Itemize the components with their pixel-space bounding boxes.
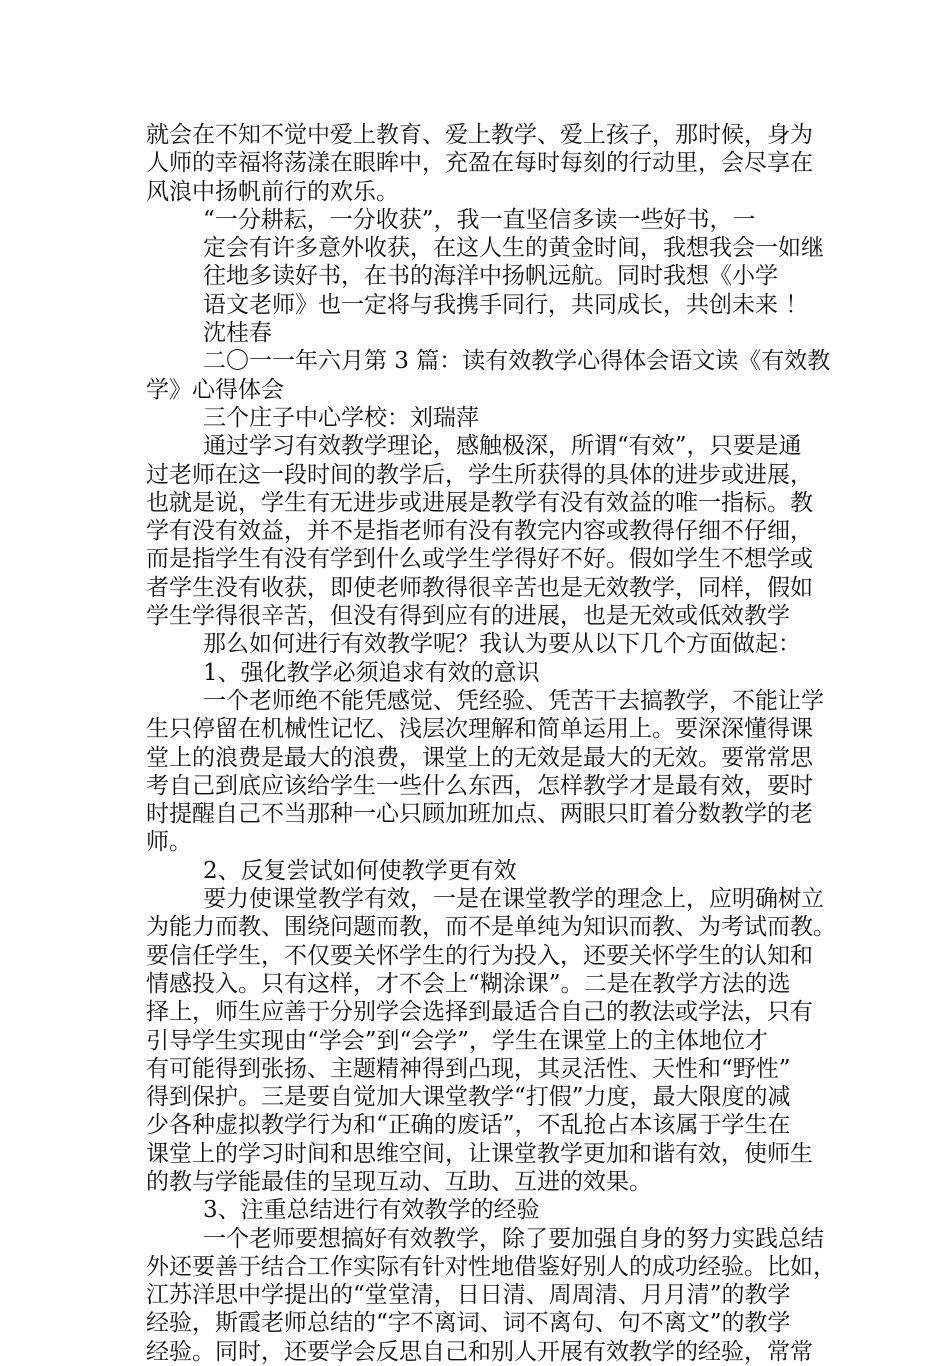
text-line: 人师的幸福将荡漾在眼眸中，充盈在每时每刻的行动里，会尽享在	[146, 150, 813, 177]
text-line: 择上，师生应善于分别学会选择到最适合自己的教法或学法，只有	[146, 999, 813, 1026]
text-line: 时提醒自己不当那种一心只顾加班加点、两眼只盯着分数教学的老	[146, 801, 813, 828]
text-line: 二〇一一年六月第 3 篇：读有效教学心得体会语文读《有效教	[203, 348, 831, 375]
text-line: 者学生没有收获，即使老师教得很辛苦也是无效教学，同样，假如	[146, 574, 813, 601]
text-line: 课堂上的学习时间和思维空间，让课堂教学更加和谐有效，使师生	[146, 1140, 813, 1167]
text-line: 1、强化教学必须追求有效的意识	[203, 659, 540, 686]
text-line: 一个老师绝不能凭感觉、凭经验、凭苦干去搞教学，不能让学	[203, 687, 824, 714]
text-line: 也就是说，学生有无进步或进展是教学有没有效益的唯一指标。教	[146, 489, 813, 516]
text-line: 少各种虚拟教学行为和“正确的废话”，不乱抢占本该属于学生在	[146, 1112, 791, 1139]
text-line: 过老师在这一段时间的教学后，学生所获得的具体的进步或进展，	[146, 461, 813, 488]
text-line: 情感投入。只有这样，才不会上“糊涂课”。二是在教学方法的选	[146, 970, 791, 997]
text-line: 的教与学能最佳的呈现互动、互助、互进的效果。	[146, 1168, 652, 1195]
text-line: 风浪中扬帆前行的欢乐。	[146, 178, 399, 205]
text-line: 得到保护。三是要自觉加大课堂教学“打假”力度，最大限度的减	[146, 1084, 791, 1111]
text-line: 江苏洋思中学提出的“堂堂清，日日清、周周清、月月清”的教学	[146, 1282, 791, 1309]
text-line: 考自己到底应该给学生一些什么东西，怎样教学才是最有效，要时	[146, 772, 813, 799]
text-line: 而是指学生有没有学到什么或学生学得好不好。假如学生不想学或	[146, 546, 813, 573]
text-line: 为能力而教、围绕问题而教，而不是单纯为知识而教、为考试而教。	[146, 914, 836, 941]
text-line: 师。	[146, 829, 192, 856]
text-line: 要力使课堂教学有效，一是在课堂教学的理念上，应明确树立	[203, 886, 824, 913]
text-line: 引导学生实现由“学会”到“会学”，学生在课堂上的主体地位才	[146, 1027, 769, 1054]
text-line: 定会有许多意外收获，在这人生的黄金时间，我想我会一如继	[203, 235, 824, 262]
text-line: 堂上的浪费是最大的浪费，课堂上的无效是最大的无效。要常常思	[146, 744, 813, 771]
text-line: 3、注重总结进行有效教学的经验	[203, 1197, 540, 1224]
text-line: 一个老师要想搞好有效教学，除了要加强自身的努力实践总结	[203, 1225, 824, 1252]
text-line: 2、反复尝试如何使教学更有效	[203, 857, 517, 884]
text-line: 就会在不知不觉中爱上教育、爱上教学、爱上孩子，那时候，身为	[146, 122, 813, 148]
text-line: “一分耕耘，一分收获”，我一直坚信多读一些好书，一	[203, 206, 756, 233]
text-line: 沈桂春	[203, 320, 272, 347]
text-line: 外还要善于结合工作实际有针对性地借鉴好别人的成功经验。比如，	[146, 1253, 836, 1280]
text-line: 生只停留在机械性记忆、浅层次理解和简单运用上。要深深懂得课	[146, 716, 813, 743]
text-line: 三个庄子中心学校：刘瑞萍	[203, 404, 479, 431]
text-line: 那么如何进行有效教学呢？我认为要从以下几个方面做起：	[203, 631, 801, 658]
text-line: 经验，斯霞老师总结的“字不离词、词不离句、句不离文”的教学	[146, 1310, 791, 1337]
document-page	[146, 121, 836, 1366]
text-line: 通过学习有效教学理论，感触极深，所谓“有效”，只要是通	[203, 433, 802, 460]
text-line: 要信任学生，不仅要关怀学生的行为投入，还要关怀学生的认知和	[146, 942, 813, 969]
text-line: 学》心得体会	[146, 376, 284, 403]
text-line: 经验。同时，还要学会反思自己和别人开展有效教学的经验，常常	[146, 1338, 813, 1365]
text-line: 有可能得到张扬、主题精神得到凸现，其灵活性、天性和“野性”	[146, 1055, 791, 1082]
text-line: 学有没有效益，并不是指老师有没有教完内容或教得仔细不仔细，	[146, 518, 813, 545]
text-line: 语文老师》也一定将与我携手同行，共同成长，共创未来 ！	[203, 291, 809, 318]
text-line: 往地多读好书，在书的海洋中扬帆远航。同时我想《小学	[203, 263, 778, 290]
text-line: 学生学得很辛苦，但没有得到应有的进展，也是无效或低效教学	[146, 603, 790, 630]
